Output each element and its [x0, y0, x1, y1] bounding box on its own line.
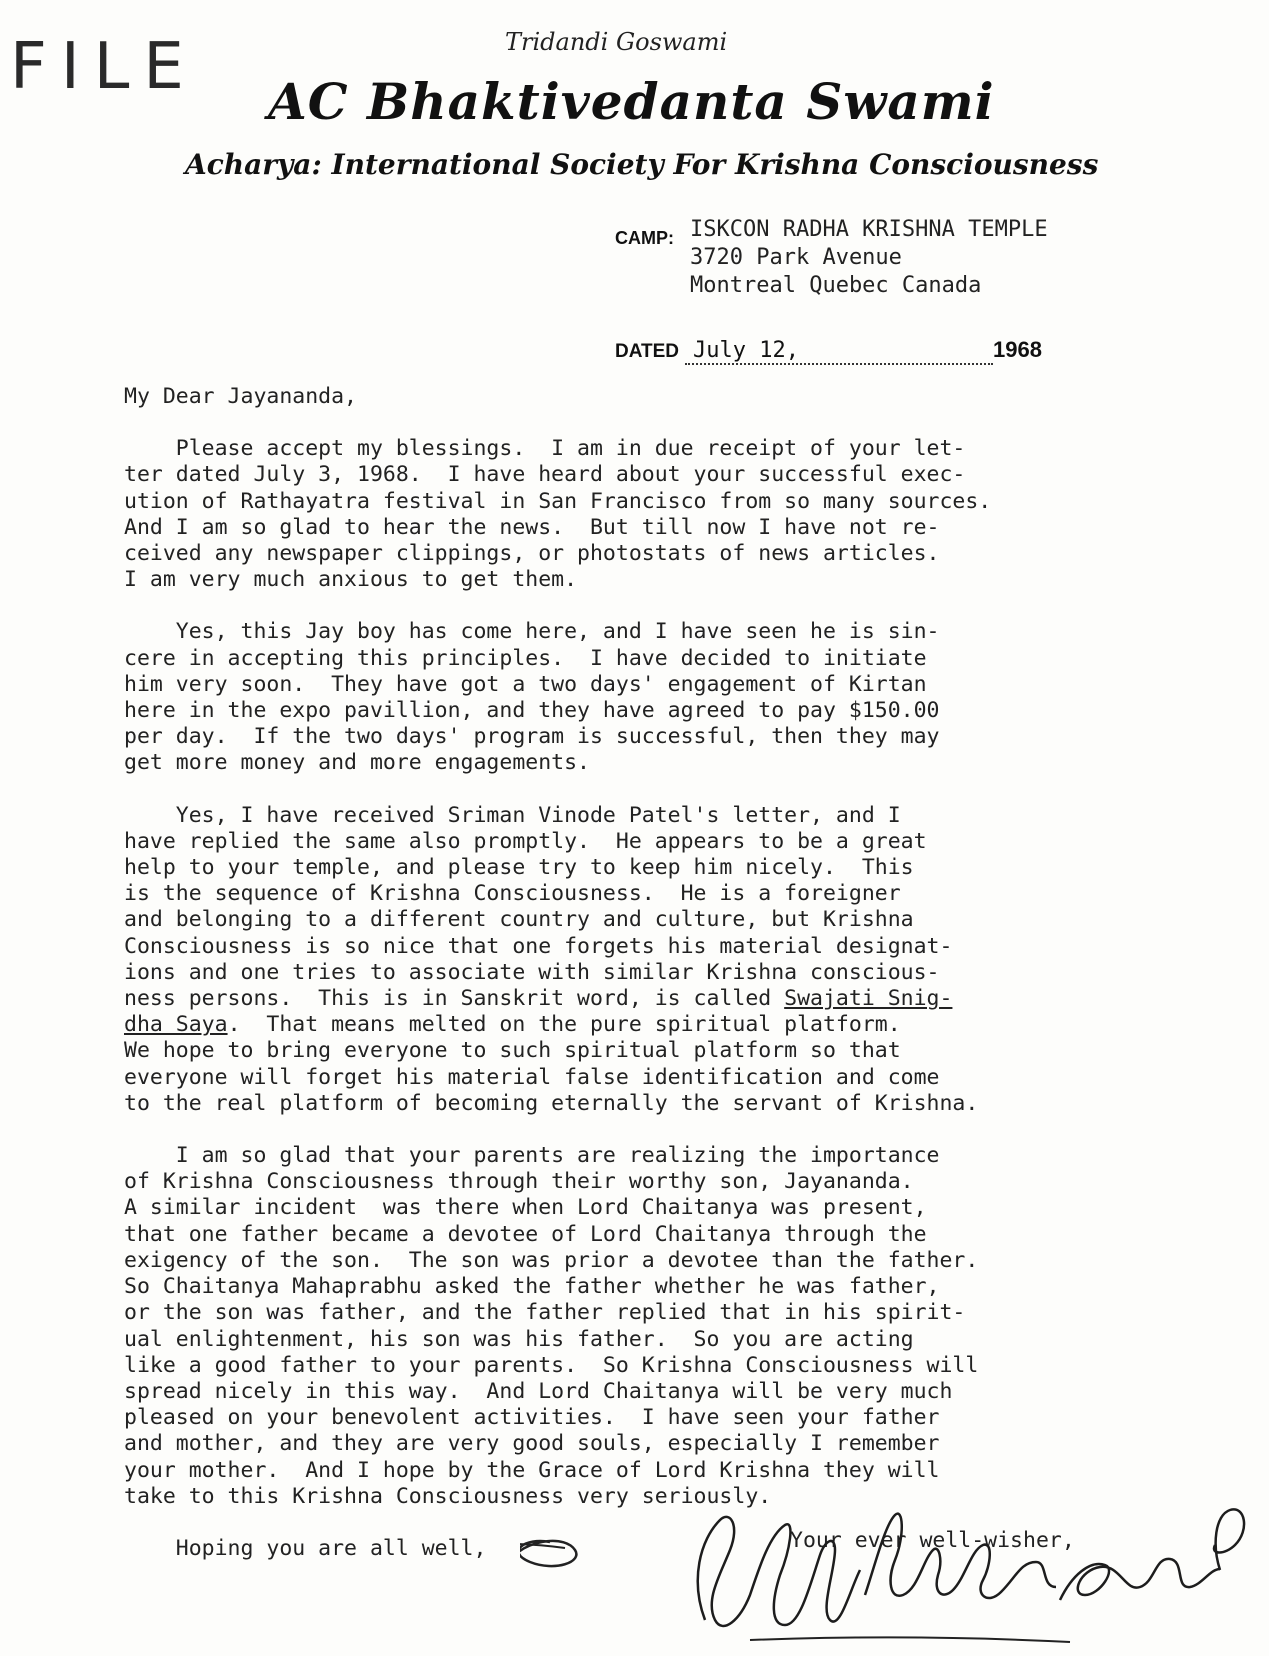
date-year: 1968 — [993, 337, 1042, 362]
letterhead-title: Tridandi Goswami — [505, 28, 728, 56]
salutation: My Dear Jayananda, — [124, 384, 357, 409]
sanskrit-term-2: dha Saya — [124, 1012, 228, 1038]
paragraph-4: I am so glad that your parents are realizing the importance of Krishna Consciousness through their worthy son, Jayananda. A similar incident was there when Lord Chaitanya was present, that one father became a devotee of Lord Chaitanya through the exigency of the son. The son was prior a devotee than the father. So Chaitanya Mahaprabhu asked the father whether he was father, or the son was father, and the father replied that in his spirit- ual enlightenment, his son was his father. So you are acting like a good father to your parents. So Krishna Consciousness will spread nicely in this way. And Lord Chaitanya will be very much pleased on your benevolent activities. I have seen your father and mother, and they are very good souls, especially I remember your mother. And I hope by the Grace of Lord Krishna they will take to this Krishna Consciousness very seriously. — [124, 1143, 979, 1509]
paragraph-5: Hoping you are all well, — [124, 1535, 487, 1561]
date-line — [615, 337, 1042, 365]
camp-address — [690, 216, 1048, 300]
paragraph-3-part-b: . That means melted on the pure spiritual platform. We hope to bring everyone to such spiritual platform so that everyone will forget his material false identification and come to the real platform of becoming eternally the servant of Krishna. — [124, 1012, 979, 1116]
camp-label: CAMP: — [615, 228, 674, 248]
address-line-3: Montreal Quebec Canada — [690, 273, 982, 298]
file-stamp: FILE — [10, 30, 198, 104]
paragraph-1: Please accept my blessings. I am in due receipt of your let- ter dated July 3, 1968. I have heard about your successful exec- ution of Rathayatra festival in San Francisco from so many sources. And I am so glad to hear the news. But till now I have not re- ceived any newspaper clippings, or photostats of news articles. I am very much anxious to get them. — [124, 436, 992, 593]
paragraph-2: Yes, this Jay boy has come here, and I have seen he is sin- cere in accepting this principles. I have decided to initiate him very soon. They have got a two days' engagement of Kirtan here in the expo pavillion, and they have agreed to pay $150.00 per day. If the two days' program is successful, then they may get more money and more engagements. — [124, 619, 940, 776]
handwritten-signature — [520, 1500, 1260, 1650]
address-line-1: ISKCON RADHA KRISHNA TEMPLE — [690, 217, 1048, 242]
signature-block — [520, 1500, 1260, 1650]
closing-line: Your ever well-wisher, — [790, 1528, 1075, 1553]
paragraph-3-part-a: Yes, I have received Sriman Vinode Patel's letter, and I have replied the same also promptly. He appears to be a great help to your temple, and please try to keep him nicely. This is the sequence of Krishna Consciousness. He is a foreigner and belonging to a different country and culture, but Krishna Consciousness is so nice that one forgets his material designat- ions and one tries to associate with similar Krishna conscious- ness persons. This is in Sanskrit word, is called — [124, 802, 953, 1012]
paragraph-3 — [124, 803, 1244, 1117]
date-value: July 12, — [685, 338, 993, 365]
letterhead-society: Acharya: International Society For Krishna Consciousness — [185, 148, 1099, 181]
sanskrit-term-1: Swajati Snig- — [784, 986, 953, 1012]
dated-label: DATED — [615, 341, 680, 362]
letterhead-name: AC Bhaktivedanta Swami — [268, 72, 995, 131]
letter-body — [124, 384, 1244, 1588]
address-line-2: 3720 Park Avenue — [690, 245, 902, 270]
